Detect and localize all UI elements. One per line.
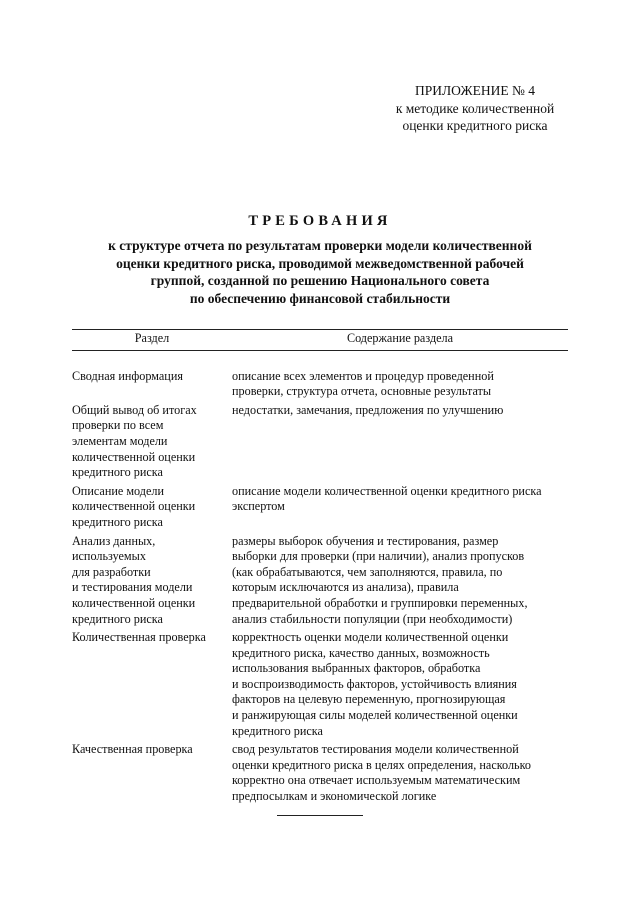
content-text: предпосылкам и экономической логике xyxy=(232,789,437,804)
section-cell xyxy=(72,403,232,484)
section-text: Анализ данных, xyxy=(72,533,156,548)
content-cell xyxy=(232,403,568,484)
content-text: выборки для проверки (при наличии), анализ пропусков xyxy=(232,549,525,564)
section-text: и тестирования модели xyxy=(72,580,193,595)
section-text: Описание модели xyxy=(72,483,164,498)
content-text: недостатки, замечания, предложения по улучшению xyxy=(232,402,504,417)
section-text: элементам модели xyxy=(72,433,168,448)
section-text: количественной оценки xyxy=(72,449,196,464)
table-row xyxy=(72,484,568,534)
section-text: Качественная проверка xyxy=(72,742,193,757)
content-text: и ранжирующая силы моделей количественной оценки xyxy=(232,708,518,723)
table-row xyxy=(72,630,568,742)
section-text: Количественная проверка xyxy=(72,630,206,645)
appendix-reference-line-1: к методике количественной xyxy=(395,100,555,116)
section-text: количественной оценки xyxy=(72,595,196,610)
subtitle-line: группой, созданной по решению Национального совета xyxy=(150,273,490,288)
table-row xyxy=(72,534,568,631)
section-text: используемых xyxy=(72,549,146,564)
requirements-table-container xyxy=(72,329,568,808)
content-text: использования выбранных факторов, обработка xyxy=(232,661,481,676)
document-subtitle xyxy=(60,237,580,307)
content-text: которым исключаются из анализа), правила xyxy=(232,580,459,595)
appendix-header xyxy=(360,82,590,135)
content-text: и воспроизводимость факторов, устойчивость влияния xyxy=(232,676,517,691)
section-text: кредитного риска xyxy=(72,611,163,626)
content-cell xyxy=(232,534,568,631)
appendix-reference-line-2: оценки кредитного риска xyxy=(402,118,548,133)
subtitle-line: по обеспечению финансовой стабильности xyxy=(189,290,451,306)
appendix-number: ПРИЛОЖЕНИЕ № 4 xyxy=(414,83,536,98)
content-text: проверки, структура отчета, основные результаты xyxy=(232,384,492,399)
section-text: количественной оценки xyxy=(72,499,196,514)
section-cell xyxy=(72,484,232,534)
content-cell xyxy=(232,742,568,807)
table-header-row xyxy=(72,330,568,351)
content-text: размеры выборок обучения и тестирования, размер xyxy=(232,533,499,548)
content-cell xyxy=(232,350,568,403)
section-text: проверки по всем xyxy=(72,418,164,433)
section-cell xyxy=(72,630,232,742)
content-text: описание модели количественной оценки кредитного риска xyxy=(232,483,542,498)
content-cell xyxy=(232,484,568,534)
header-section: Раздел xyxy=(72,330,232,351)
header-content: Содержание раздела xyxy=(232,330,568,351)
section-text: для разработки xyxy=(72,564,151,579)
content-text: кредитного риска xyxy=(232,723,323,738)
document-title: ТРЕБОВАНИЯ xyxy=(248,213,392,229)
table-row xyxy=(72,403,568,484)
content-text: предварительной обработки и группировки переменных, xyxy=(232,595,528,610)
table-row xyxy=(72,742,568,807)
section-cell xyxy=(72,742,232,807)
section-cell xyxy=(72,534,232,631)
content-text: корректность оценки модели количественной оценки xyxy=(232,630,509,645)
section-text: кредитного риска xyxy=(72,514,163,529)
content-text: кредитного риска, качество данных, возможность xyxy=(232,645,490,660)
content-text: анализ стабильности популяции (при необходимости) xyxy=(232,611,513,626)
end-divider xyxy=(277,815,363,816)
content-text: факторов на целевую переменную, прогнозирующая xyxy=(232,692,506,707)
content-cell xyxy=(232,630,568,742)
section-text: Сводная информация xyxy=(72,368,183,383)
subtitle-line: оценки кредитного риска, проводимой межведомственной рабочей xyxy=(116,255,524,271)
requirements-table xyxy=(72,329,568,808)
section-text: кредитного риска xyxy=(72,465,163,480)
section-cell xyxy=(72,350,232,403)
content-text: корректно она отвечает используемым математическим xyxy=(232,773,521,788)
content-text: экспертом xyxy=(232,499,285,514)
table-row xyxy=(72,350,568,403)
content-text: оценки кредитного риска в целях определения, насколько xyxy=(232,757,531,772)
content-text: описание всех элементов и процедур проведенной xyxy=(232,368,494,383)
content-text: свод результатов тестирования модели количественной xyxy=(232,742,519,757)
content-text: (как обрабатываются, чем заполняются, правила, по xyxy=(232,564,503,579)
section-text: Общий вывод об итогах xyxy=(72,402,197,417)
subtitle-line: к структуре отчета по результатам проверки модели количественной xyxy=(108,238,532,253)
